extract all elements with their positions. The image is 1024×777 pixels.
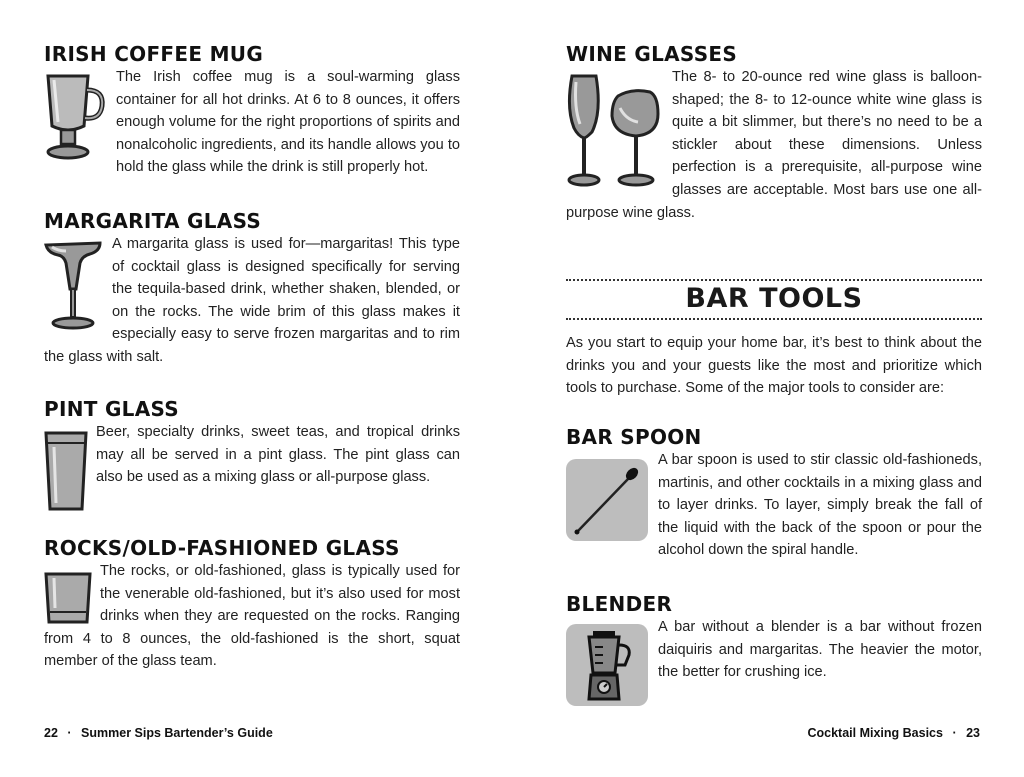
bar-tools-intro: As you start to equip your home bar, it’s best to think about the drinks you and your guests like the most and prioritize which tools to purchase. Some of the major tools to consider are: (566, 335, 982, 397)
blender-section (566, 592, 982, 706)
pint-glass-icon (44, 429, 88, 513)
right-footer-separator: · (952, 726, 957, 740)
bar-spoon-heading: BAR SPOON (566, 425, 702, 449)
wine-body: The 8- to 20-ounce red wine glass is balloon-shaped; the 8- to 12-ounce white wine glass is quite a bit slimmer, but there’s no need to be a stickler about these dimensions. Unless perfection is a prerequisite, all-purpose wine glasses are acceptable. Most bars use one all-purpose wine glass. (566, 69, 982, 221)
bar-tools-heading: BAR TOOLS (685, 283, 863, 314)
wine-glasses-icon (566, 72, 662, 188)
pint-heading: PINT GLASS (44, 397, 179, 421)
irish-coffee-section (44, 42, 460, 179)
rocks-glass-icon (44, 570, 92, 626)
margarita-heading: MARGARITA GLASS (44, 209, 262, 233)
margarita-section (44, 209, 460, 369)
right-page-number: 23 (966, 726, 980, 740)
left-footer-separator: · (67, 726, 72, 740)
divider-top (566, 279, 982, 281)
blender-body: A bar without a blender is a bar without frozen daiquiris and margaritas. The heavier the motor, the better for crushing ice. (658, 619, 982, 681)
left-footer (44, 726, 273, 740)
rocks-heading: ROCKS/OLD-FASHIONED GLASS (44, 536, 400, 560)
wine-heading: WINE GLASSES (566, 42, 738, 66)
blender-heading: BLENDER (566, 592, 673, 616)
pint-body: Beer, specialty drinks, sweet teas, and tropical drinks may all be served in a pint glass. The pint glass can also be used as a mixing glass or all-purpose glass. (96, 424, 460, 486)
left-page-number: 22 (44, 726, 58, 740)
margarita-glass-icon (44, 239, 102, 331)
irish-coffee-heading: IRISH COFFEE MUG (44, 42, 264, 66)
bar-spoon-section (566, 425, 982, 562)
rocks-section (44, 536, 460, 673)
divider-bottom (566, 318, 982, 320)
irish-coffee-mug-icon (44, 72, 106, 162)
irish-coffee-body: The Irish coffee mug is a soul-warming glass container for all hot drinks. At 6 to 8 ounces, it offers enough volume for the right proportions of spirits and nonalcoholic ingredients, and its handle allows you to hold the glass while the drink is still properly hot. (116, 69, 460, 176)
margarita-body: A margarita glass is used for—margaritas! This type of cocktail glass is designed specifically for serving the tequila-based drink, whether shaken, blended, or on the rocks. The wide brim of this glass makes it especially easy to serve frozen margaritas and to rim the glass with salt. (44, 236, 460, 365)
book-title: Summer Sips Bartender’s Guide (81, 726, 273, 740)
pint-section (44, 397, 460, 513)
bar-tools-intro-section (566, 332, 982, 400)
bar-spoon-icon (566, 459, 648, 541)
wine-section (566, 42, 982, 224)
right-page (512, 0, 1024, 777)
bar-spoon-body: A bar spoon is used to stir classic old-fashioneds, martinis, and other cocktails in a mixing glass and to layer drinks. To layer, simply break the fall of the liquid with the back of the spoon or pour the alcohol down the spiral handle. (658, 452, 982, 559)
blender-icon (566, 624, 648, 706)
right-footer (807, 726, 980, 740)
rocks-body: The rocks, or old-fashioned, glass is typically used for the venerable old-fashioned, but it’s also used for most drinks when they are requested on the rocks. Ranging from 4 to 8 ounces, the old-fashioned is the short, squat member of the glass team. (44, 563, 460, 670)
chapter-title: Cocktail Mixing Basics (807, 726, 943, 740)
